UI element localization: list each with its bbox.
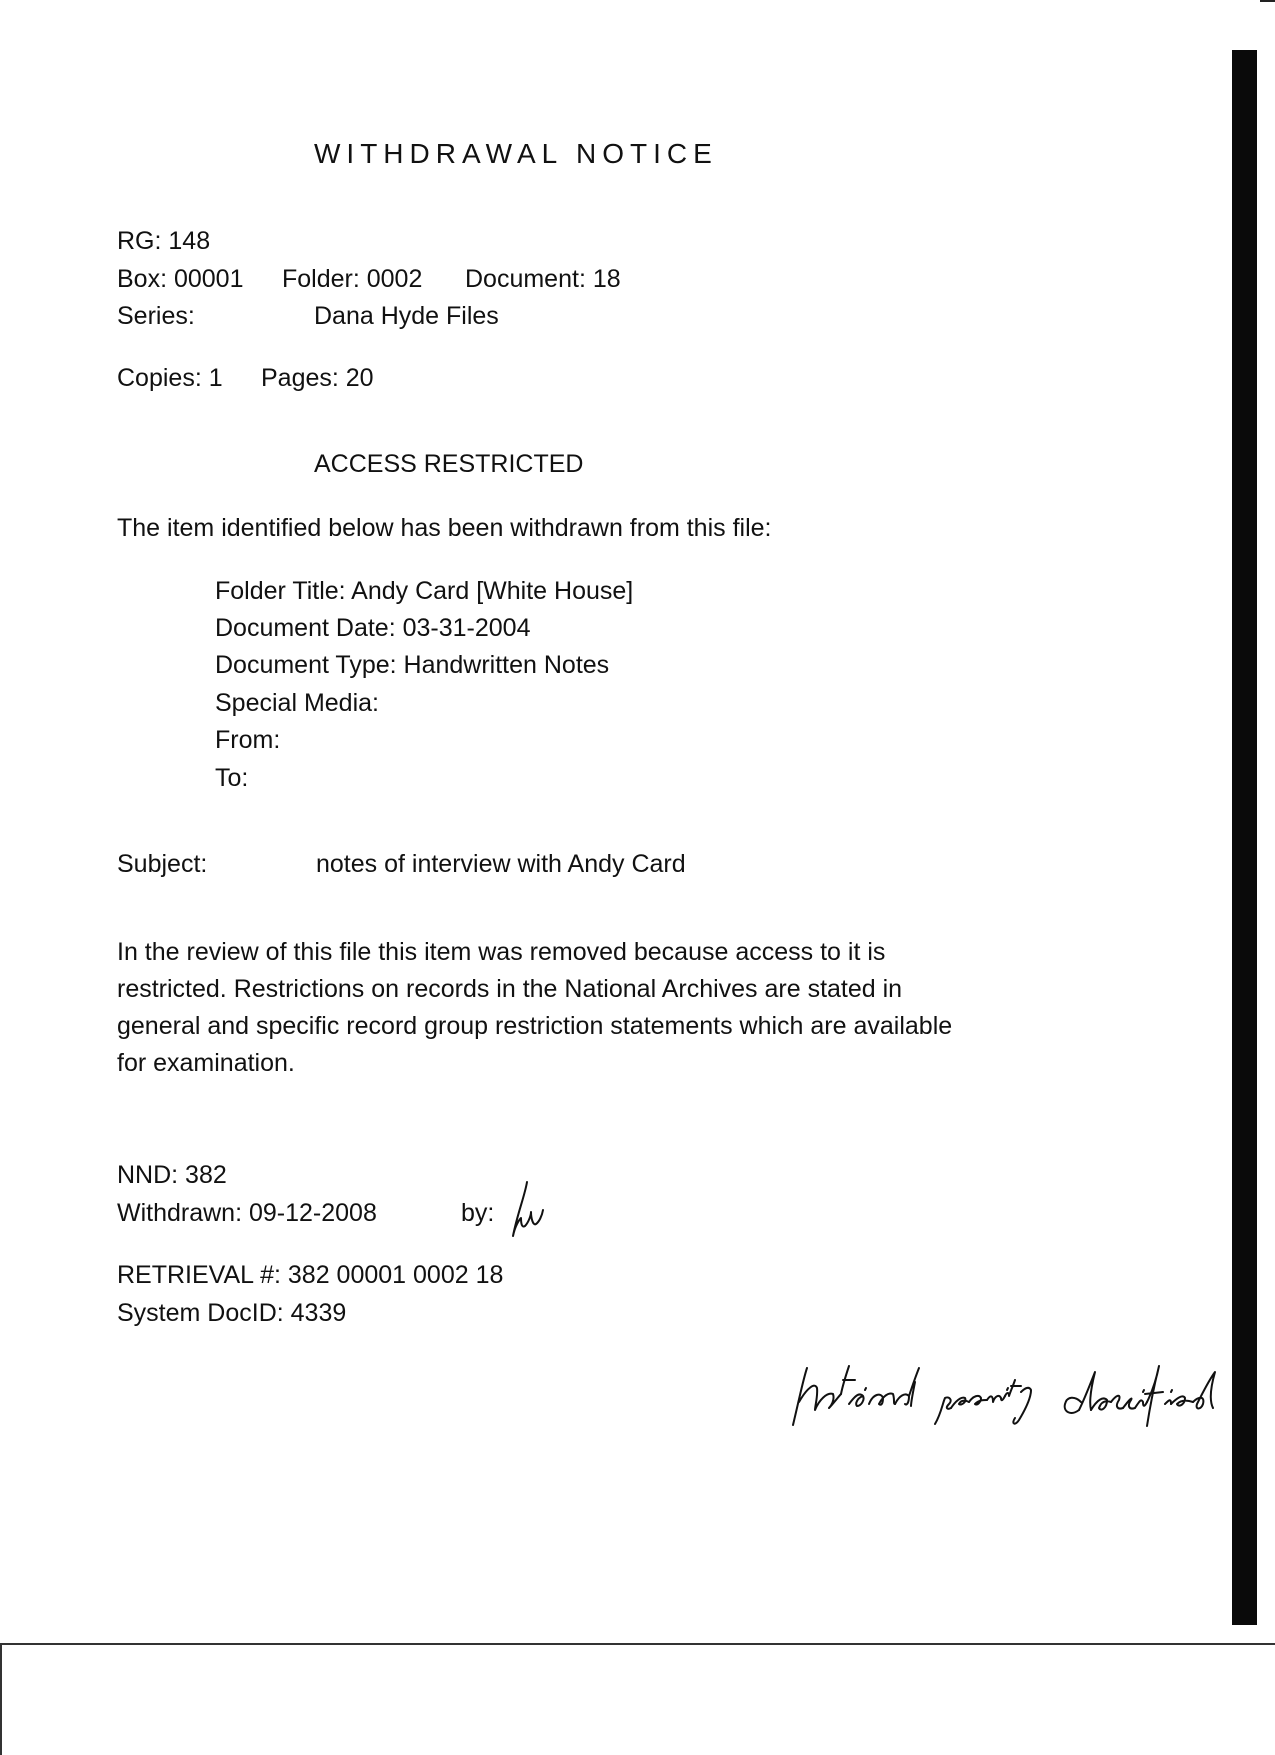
- document-type: Document Type: Handwritten Notes: [215, 651, 610, 679]
- subject-label: Subject:: [117, 850, 208, 878]
- retrieval-number: RETRIEVAL #: 382 00001 0002 18: [117, 1261, 504, 1289]
- from-field: From:: [215, 726, 281, 754]
- page-title: WITHDRAWAL NOTICE: [314, 138, 718, 169]
- folder-number: Folder: 0002: [282, 265, 423, 293]
- bottom-left-rule: [0, 1645, 2, 1755]
- subject-value: notes of interview with Andy Card: [316, 850, 686, 878]
- withdrawn-intro: The item identified below has been withdrawn from this file:: [117, 514, 772, 542]
- document-number: Document: 18: [465, 265, 621, 293]
- review-line: general and specific record group restriction statements which are available: [117, 1012, 953, 1040]
- pages-count: Pages: 20: [261, 364, 374, 392]
- system-docid: System DocID: 4339: [117, 1299, 347, 1327]
- nnd-number: NND: 382: [117, 1161, 227, 1189]
- review-paragraph: [117, 934, 1017, 1082]
- handwritten-note: [785, 1330, 1235, 1430]
- withdrawn-by-label: by:: [461, 1199, 495, 1227]
- folder-title: Folder Title: Andy Card [White House]: [215, 577, 634, 605]
- corner-mark: [1260, 0, 1275, 2]
- copies-count: Copies: 1: [117, 364, 223, 392]
- reviewer-signature: [505, 1180, 550, 1240]
- document-date: Document Date: 03-31-2004: [215, 614, 531, 642]
- bottom-rule: [0, 1643, 1275, 1645]
- to-field: To:: [215, 764, 249, 792]
- review-line: restricted. Restrictions on records in the National Archives are stated in: [117, 975, 903, 1003]
- box-number: Box: 00001: [117, 265, 244, 293]
- review-line: for examination.: [117, 1049, 295, 1077]
- series-label: Series:: [117, 302, 195, 330]
- rg-number: RG: 148: [117, 227, 211, 255]
- withdrawn-date: Withdrawn: 09-12-2008: [117, 1199, 377, 1227]
- scan-edge-bar: [1232, 50, 1257, 1625]
- series-value: Dana Hyde Files: [314, 302, 499, 330]
- review-line: In the review of this file this item was removed because access to it is: [117, 938, 886, 966]
- access-restricted-heading: ACCESS RESTRICTED: [314, 450, 584, 478]
- special-media: Special Media:: [215, 689, 379, 717]
